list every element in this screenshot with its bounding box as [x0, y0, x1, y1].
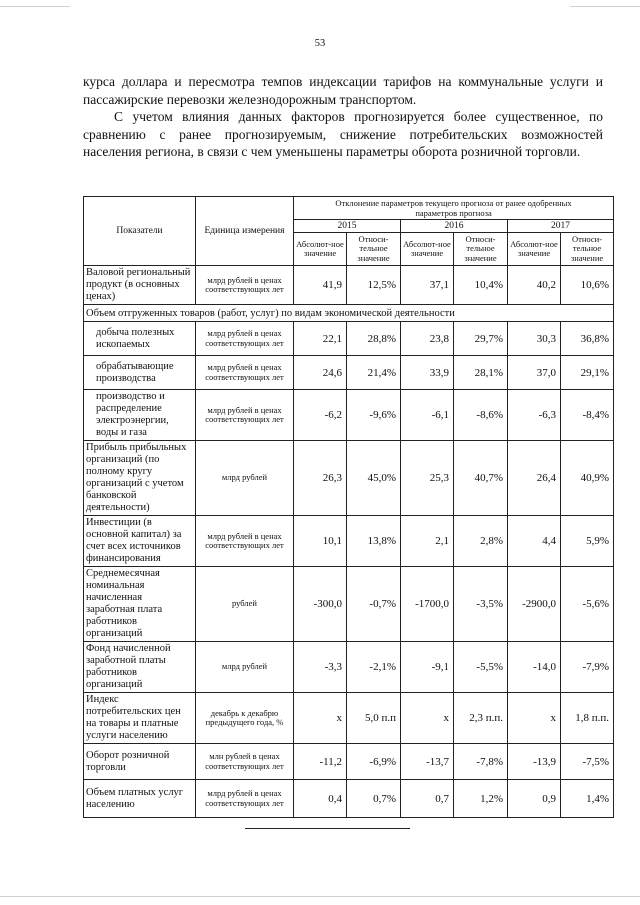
row-label: обрабатывающие производства — [84, 356, 196, 390]
row-value: 23,8 — [401, 322, 454, 356]
table-row — [84, 780, 614, 818]
row-label: Фонд начисленной заработной платы работников организаций — [84, 642, 196, 693]
row-value: 2,1 — [401, 516, 454, 567]
scan-edge-top-right — [570, 6, 640, 7]
row-value: 28,8% — [347, 322, 401, 356]
row-unit: млрд рублей в ценах соответствующих лет — [196, 516, 294, 567]
row-unit: млрд рублей в ценах соответствующих лет — [196, 266, 294, 305]
row-label: Прибыль прибыльных организаций (по полному кругу организаций с учетом банковской деятельности) — [84, 441, 196, 516]
row-value: -13,7 — [401, 744, 454, 780]
header-year-2017: 2017 — [508, 220, 614, 233]
row-value: 37,0 — [508, 356, 561, 390]
row-value: -6,3 — [508, 390, 561, 441]
table-row — [84, 390, 614, 441]
row-value: -2,1% — [347, 642, 401, 693]
row-value: 28,1% — [454, 356, 508, 390]
row-value: x — [294, 693, 347, 744]
header-relative: Относи-тельное значение — [561, 233, 614, 266]
row-value: 40,7% — [454, 441, 508, 516]
row-value: -6,1 — [401, 390, 454, 441]
header-absolute: Абсолют-ное значение — [294, 233, 347, 266]
row-value: 12,5% — [347, 266, 401, 305]
row-value: -9,6% — [347, 390, 401, 441]
table-row — [84, 441, 614, 516]
forecast-deviation-table — [83, 196, 614, 818]
row-value: 10,6% — [561, 266, 614, 305]
row-value: -7,8% — [454, 744, 508, 780]
row-value: 5,9% — [561, 516, 614, 567]
row-value: -6,2 — [294, 390, 347, 441]
row-value: 5,0 п.п — [347, 693, 401, 744]
row-unit: млрд рублей — [196, 642, 294, 693]
row-value: -9,1 — [401, 642, 454, 693]
row-value: 25,3 — [401, 441, 454, 516]
section-label: Объем отгруженных товаров (работ, услуг) по видам экономической деятельности — [84, 305, 614, 322]
row-value: 10,4% — [454, 266, 508, 305]
intro-paragraph-1: курса доллара и пересмотра темпов индексации тарифов на коммунальные услуги и пассажирские перевозки железнодорожным транспортом. — [83, 74, 603, 107]
row-unit: декабрь к декабрю предыдущего года, % — [196, 693, 294, 744]
row-value: 36,8% — [561, 322, 614, 356]
row-value: -8,4% — [561, 390, 614, 441]
row-value: -7,9% — [561, 642, 614, 693]
row-value: 1,2% — [454, 780, 508, 818]
row-value: 1,8 п.п. — [561, 693, 614, 744]
scan-edge-top — [0, 6, 70, 7]
row-unit: млрд рублей в ценах соответствующих лет — [196, 780, 294, 818]
row-value: -3,3 — [294, 642, 347, 693]
row-value: -8,6% — [454, 390, 508, 441]
header-absolute: Абсолют-ное значение — [508, 233, 561, 266]
row-value: 4,4 — [508, 516, 561, 567]
row-value: -11,2 — [294, 744, 347, 780]
row-unit: млрд рублей в ценах соответствующих лет — [196, 356, 294, 390]
row-value: 45,0% — [347, 441, 401, 516]
row-value: 26,4 — [508, 441, 561, 516]
row-value: -2900,0 — [508, 567, 561, 642]
row-value: 10,1 — [294, 516, 347, 567]
page-number: 53 — [314, 38, 326, 49]
row-label: Индекс потребительских цен на товары и платные услуги населению — [84, 693, 196, 744]
row-value: 2,3 п.п. — [454, 693, 508, 744]
table-row — [84, 516, 614, 567]
row-label: производство и распределение электроэнергии, воды и газа — [84, 390, 196, 441]
table-row — [84, 693, 614, 744]
row-value: 29,7% — [454, 322, 508, 356]
row-value: -5,5% — [454, 642, 508, 693]
row-value: -0,7% — [347, 567, 401, 642]
closing-rule — [245, 828, 410, 829]
row-unit: рублей — [196, 567, 294, 642]
row-value: 24,6 — [294, 356, 347, 390]
table-row — [84, 642, 614, 693]
row-value: -3,5% — [454, 567, 508, 642]
row-label: Инвестиции (в основной капитал) за счет всех источников финансирования — [84, 516, 196, 567]
row-value: 26,3 — [294, 441, 347, 516]
row-value: 0,7% — [347, 780, 401, 818]
header-deviation: Отклонение параметров текущего прогноза от ранее одобренных параметров прогноза — [294, 197, 614, 220]
header-unit: Единица измерения — [196, 197, 294, 266]
row-value: 41,9 — [294, 266, 347, 305]
row-unit: млрд рублей — [196, 441, 294, 516]
table-row — [84, 266, 614, 305]
row-value: x — [508, 693, 561, 744]
row-value: -7,5% — [561, 744, 614, 780]
header-year-2015: 2015 — [294, 220, 401, 233]
row-label: Среднемесячная номинальная начисленная заработная плата работников организаций — [84, 567, 196, 642]
row-value: -1700,0 — [401, 567, 454, 642]
table-row — [84, 356, 614, 390]
row-value: 2,8% — [454, 516, 508, 567]
row-label: добыча полезных ископаемых — [84, 322, 196, 356]
table-row — [84, 322, 614, 356]
row-label: Оборот розничной торговли — [84, 744, 196, 780]
row-value: -300,0 — [294, 567, 347, 642]
scan-edge-bottom — [0, 896, 640, 897]
row-value: x — [401, 693, 454, 744]
row-value: 21,4% — [347, 356, 401, 390]
row-value: 22,1 — [294, 322, 347, 356]
row-value: 13,8% — [347, 516, 401, 567]
row-label: Валовой региональный продукт (в основных ценах) — [84, 266, 196, 305]
header-relative: Относи-тельное значение — [454, 233, 508, 266]
row-value: -13,9 — [508, 744, 561, 780]
intro-paragraph-2: С учетом влияния данных факторов прогнозируется более существенное, по сравнению с ранее прогнозируемым, снижение потребительских возможностей населения региона, в связи с чем уменьшены параметры оборота розничной торговли. — [83, 109, 603, 159]
row-value: 29,1% — [561, 356, 614, 390]
intro-text — [83, 73, 603, 161]
row-value: -5,6% — [561, 567, 614, 642]
header-indicators: Показатели — [84, 197, 196, 266]
row-value: 40,2 — [508, 266, 561, 305]
row-value: 1,4% — [561, 780, 614, 818]
row-unit: млн рублей в ценах соответствующих лет — [196, 744, 294, 780]
row-value: 40,9% — [561, 441, 614, 516]
header-absolute: Абсолют-ное значение — [401, 233, 454, 266]
row-unit: млрд рублей в ценах соответствующих лет — [196, 322, 294, 356]
row-value: 30,3 — [508, 322, 561, 356]
row-value: 0,9 — [508, 780, 561, 818]
row-label: Объем платных услуг населению — [84, 780, 196, 818]
table-row — [84, 744, 614, 780]
table-row — [84, 567, 614, 642]
header-year-2016: 2016 — [401, 220, 508, 233]
row-value: 0,4 — [294, 780, 347, 818]
row-value: 33,9 — [401, 356, 454, 390]
row-unit: млрд рублей в ценах соответствующих лет — [196, 390, 294, 441]
row-value: -6,9% — [347, 744, 401, 780]
row-value: 37,1 — [401, 266, 454, 305]
row-value: -14,0 — [508, 642, 561, 693]
row-value: 0,7 — [401, 780, 454, 818]
section-row — [84, 305, 614, 322]
header-relative: Относи-тельное значение — [347, 233, 401, 266]
